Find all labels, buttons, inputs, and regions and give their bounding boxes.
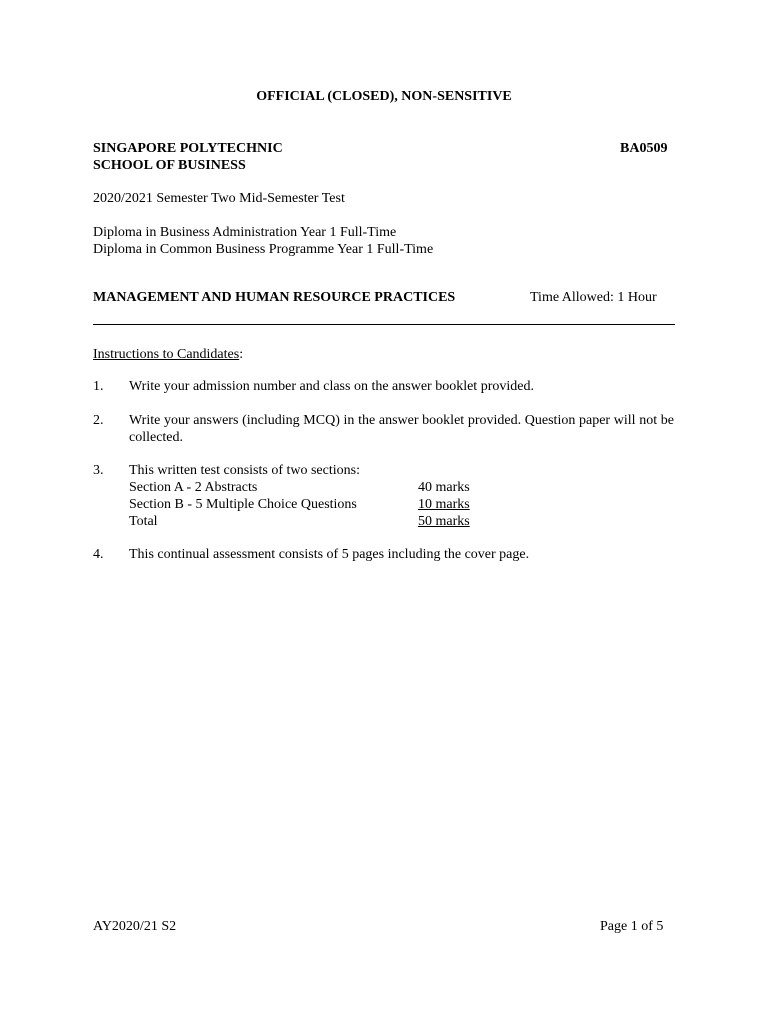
instruction-text: This continual assessment consists of 5 pages including the cover page. [129, 547, 530, 562]
section-marks: 10 marks [418, 497, 470, 512]
institution-name: SINGAPORE POLYTECHNIC [93, 141, 283, 156]
time-allowed: Time Allowed: 1 Hour [530, 290, 657, 305]
section-marks: 40 marks [418, 480, 470, 495]
instructions-heading-colon: : [239, 347, 244, 362]
instruction-number: 1. [93, 379, 104, 394]
total-marks: 50 marks [418, 514, 470, 529]
instruction-number: 2. [93, 413, 104, 428]
diploma-line: Diploma in Common Business Programme Year 1 Full-Time [93, 242, 434, 257]
section-label: Section A - 2 Abstracts [129, 480, 258, 495]
footer-page-number: Page 1 of 5 [600, 919, 664, 934]
instructions-heading [93, 346, 243, 363]
instruction-text: Write your answers (including MCQ) in the answer booklet provided. Question paper will not be collected. [129, 413, 674, 445]
module-code: BA0509 [620, 141, 668, 156]
diploma-line: Diploma in Business Administration Year 1 Full-Time [93, 225, 397, 240]
instruction-text: This written test consists of two sections: [129, 463, 360, 478]
test-title: 2020/2021 Semester Two Mid-Semester Test [93, 191, 345, 206]
instruction-number: 3. [93, 463, 104, 478]
instruction-number: 4. [93, 547, 104, 562]
section-label: Section B - 5 Multiple Choice Questions [129, 497, 357, 512]
instruction-text: Write your admission number and class on the answer booklet provided. [129, 379, 534, 394]
instructions-heading-text: Instructions to Candidates [93, 347, 240, 362]
footer-academic-year: AY2020/21 S2 [93, 919, 177, 934]
divider-rule [93, 324, 675, 325]
classification-label: OFFICIAL (CLOSED), NON-SENSITIVE [256, 89, 512, 104]
module-title: MANAGEMENT AND HUMAN RESOURCE PRACTICES [93, 290, 456, 305]
school-name: SCHOOL OF BUSINESS [93, 158, 246, 173]
total-label: Total [129, 514, 158, 529]
